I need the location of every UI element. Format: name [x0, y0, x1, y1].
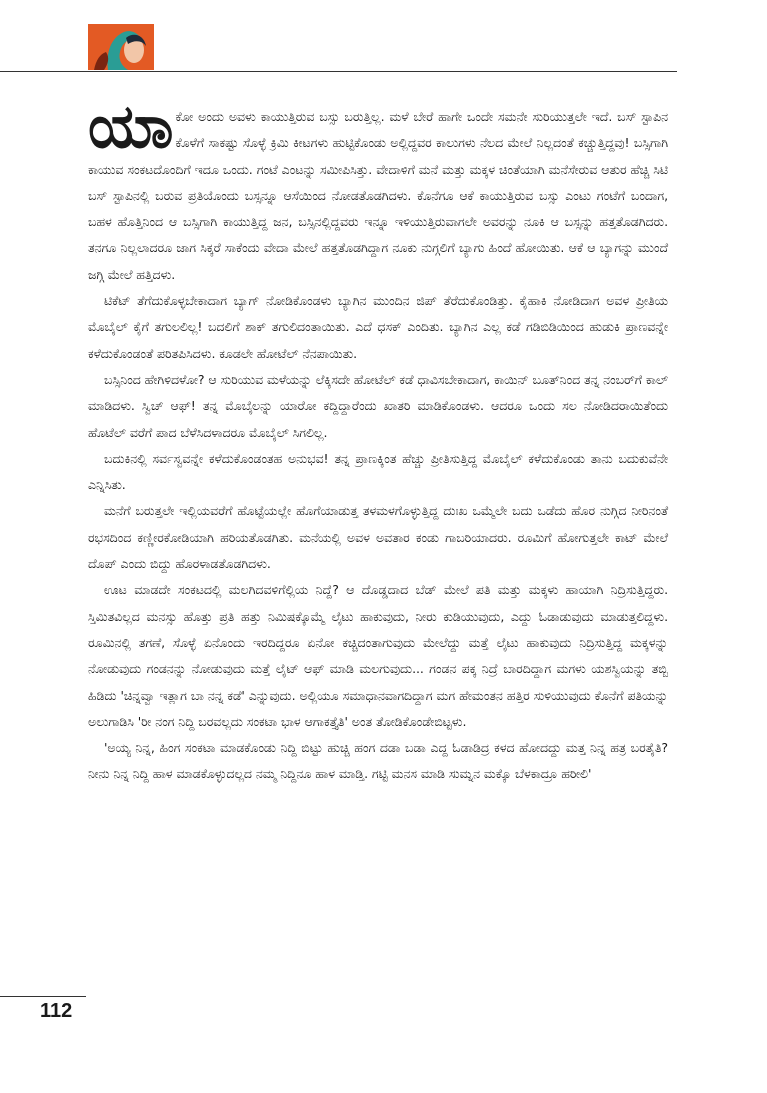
footer-rule: [0, 996, 86, 997]
article-body: [88, 92, 668, 788]
paragraph-5: ಮನೆಗೆ ಬರುತ್ತಲೇ ಇಲ್ಲಿಯವರೆಗೆ ಹೊಟ್ಟೆಯಲ್ಲೇ ಹೊಗೆಯಾಡುತ್ತ ತಳಮಳಗೊಳ್ಳುತ್ತಿದ್ದ ದುಃಖ ಒಮ್ಮೆಲೇ ಬದು ಒಡೆದು ಹೊರ ನುಗ್ಗಿದ ನೀರಿನಂತೆ ರಭಸದಿಂದ ಕಣ್ಣೀರಕೋಡಿಯಾಗಿ ಹರಿಯತೊಡಗಿತು. ಮನೆಯಲ್ಲಿ ಅವಳ ಅವತಾರ ಕಂಡು ಗಾಬರಿಯಾದರು. ರೂಮಿಗೆ ಹೋಗುತ್ತಲೇ ಕಾಟ್ ಮೇಲೆ ದೊಪ್ ಎಂದು ಬಿದ್ದು ಹೊರಳಾಡತೊಡಗಿದಳು.: [88, 503, 668, 572]
paragraph-3: ಬಸ್ಸಿನಿಂದ ಹೇಗಿಳಿದಳೋ? ಆ ಸುರಿಯುವ ಮಳೆಯನ್ನು ಲೆಕ್ಕಿಸದೇ ಹೋಟೆಲ್ ಕಡೆ ಧಾವಿಸಬೇಕಾದಾಗ, ಕಾಯಿನ್ ಬೂತ್‌ನಿಂದ ತನ್ನ ನಂಬರ್‌ಗೆ ಕಾಲ್ ಮಾಡಿದಳು. ಸ್ವಿಚ್ ಆಫ್! ತನ್ನ ಮೊಬೈಲನ್ನು ಯಾರೋ ಕದ್ದಿದ್ದಾರೆಂದು ಖಾತರಿ ಮಾಡಿಕೊಂಡಳು. ಆದರೂ ಒಂದು ಸಲ ನೋಡಿದರಾಯಿತೆಂದು ಹೊಟೆಲ್ ವರೆಗೆ ಪಾದ ಬೆಳೆಸಿದಳಾದರೂ ಮೊಬೈಲ್ ಸಿಗಲಿಲ್ಲ.: [88, 371, 668, 440]
paragraph-1-text: ಕೋ ಅಂದು ಅವಳು ಕಾಯುತ್ತಿರುವ ಬಸ್ಸು ಬರುತ್ತಿಲ್ಲ. ಮಳೆ ಬೇರೆ ಹಾಗೇ ಒಂದೇ ಸಮನೇ ಸುರಿಯುತ್ತಲೇ ಇದೆ. ಬಸ್ ಸ್ಟಾಪಿನ ಕೊಳೆಗೆ ಸಾಕಷ್ಟು ಸೊಳ್ಳೆ ಕ್ರಿಮಿ ಕೀಟಗಳು ಹುಟ್ಟಿಕೊಂಡು ಅಲ್ಲಿದ್ದವರ ಕಾಲುಗಳು ನೆಲದ ಮೇಲೆ ನಿಲ್ಲದಂತೆ ಕಚ್ಚುತ್ತಿದ್ದವು! ಬಸ್ಸಿಗಾಗಿ ಕಾಯುವ ಸಂಕಟದೊಂದಿಗೆ ಇದೂ ಒಂದು. ಗಂಟೆ ಎಂಟನ್ನು ಸಮೀಪಿಸಿತ್ತು. ವೇದಾಳಿಗೆ ಮನೆ ಮತ್ತು ಮಕ್ಕಳ ಚಿಂತೆಯಾಗಿ ಮನೆಸೇರುವ ಆತುರ ಹೆಚ್ಚಿ ಸಿಟಿ ಬಸ್ ಸ್ಟಾಪಿನಲ್ಲಿ ಬರುವ ಪ್ರತಿಯೊಂದು ಬಸ್ಸನ್ನೂ ಆಸೆಯಿಂದ ನೋಡತೊಡಗಿದಳು. ಕೊನೆಗೂ ಆಕೆ ಕಾಯುತ್ತಿರುವ ಬಸ್ಸು ಎಂಟು ಗಂಟೆಗೆ ಬಂದಾಗ, ಬಹಳ ಹೊತ್ತಿನಿಂದ ಆ ಬಸ್ಸಿಗಾಗಿ ಕಾಯುತ್ತಿದ್ದ ಜನ, ಬಸ್ಸಿನಲ್ಲಿದ್ದವರು ಇನ್ನೂ ಇಳಿಯುತ್ತಿರುವಾಗಲೇ ಅವರನ್ನು ನೂಕಿ ಆ ಬಸ್ಸನ್ನು ಹತ್ತತೊಡಗಿದರು. ತನಗೂ ನಿಲ್ಲಲಾದರೂ ಜಾಗ ಸಿಕ್ಕರೆ ಸಾಕೆಂದು ವೇದಾ ಮೇಲೆ ಹತ್ತತೊಡಗಿದ್ದಾಗ ನೂಕು ನುಗ್ಗಲಿಗೆ ಬ್ಯಾಗು ಹಿಂದೆ ಹೋಯಿತು. ಆಕೆ ಆ ಬ್ಯಾಗನ್ನು ಮುಂದೆ ಜಗ್ಗಿ ಮೇಲೆ ಹತ್ತಿದಳು.: [88, 109, 668, 282]
paragraph-6: ಊಟ ಮಾಡದೇ ಸಂಕಟದಲ್ಲಿ ಮಲಗಿದವಳಿಗೆಲ್ಲಿಯ ನಿದ್ದೆ? ಆ ದೊಡ್ಡದಾದ ಬೆಡ್ ಮೇಲೆ ಪತಿ ಮತ್ತು ಮಕ್ಕಳು ಹಾಯಾಗಿ ನಿದ್ರಿಸುತ್ತಿದ್ದರು. ಸ್ತಿಮಿತವಿಲ್ಲದ ಮನಸ್ಸು ಹೊತ್ತು ಪ್ರತಿ ಹತ್ತು ನಿಮಿಷಕ್ಕೊಮ್ಮೆ ಲೈಟು ಹಾಕುವುದು, ನೀರು ಕುಡಿಯುವುದು, ಎದ್ದು ಓಡಾಡುವುದು ಮಾಡುತ್ತಲಿದ್ದಳು. ರೂಮಿನಲ್ಲಿ ತಗಣೆ, ಸೊಳ್ಳೆ ಏನೊಂದು ಇರದಿದ್ದರೂ ಏನೋ ಕಚ್ಚಿದಂತಾಗುವುದು ಮೇಲೆದ್ದು ಮತ್ತೆ ಲೈಟು ಹಾಕುವುದು ನಿದ್ರಿಸುತ್ತಿದ್ದ ಮಕ್ಕಳನ್ನು ನೋಡುವುದು ಗಂಡನನ್ನು ನೋಡುವುದು ಮತ್ತೆ ಲೈಟ್ ಆಫ್ ಮಾಡಿ ಮಲಗುವುದು... ಗಂಡನ ಪಕ್ಕ ನಿದ್ರೆ ಬಾರದಿದ್ದಾಗ ಮಗಳು ಯಶಸ್ವಿಯನ್ನು ತಬ್ಬಿ ಹಿಡಿದು 'ಚಿನ್ನವ್ವಾ ಇತ್ಲಾಗ ಬಾ ನನ್ನ ಕಡೆ' ಎನ್ನುವುದು. ಅಲ್ಲಿಯೂ ಸಮಾಧಾನವಾಗದಿದ್ದಾಗ ಮಗ ಹೇಮಂತನ ಹತ್ತಿರ ಸುಳಿಯುವುದು ಕೊನೆಗೆ ಪತಿಯನ್ನು ಅಲುಗಾಡಿಸಿ 'ರೀ ನಂಗ ನಿದ್ದಿ ಬರವಲ್ಲದು ಸಂಕಟಾ ಭಾಳ ಆಗಾಕತ್ತೈತಿ' ಅಂತ ತೋಡಿಕೊಂಡೇಬಿಟ್ಟಳು.: [88, 582, 668, 729]
drop-cap: ಯಾ: [88, 92, 172, 162]
paragraph-1: [88, 92, 668, 288]
magazine-logo: [88, 24, 154, 70]
header-rule: [0, 71, 677, 72]
paragraph-2: ಟಿಕೆಟ್ ತೆಗೆದುಕೊಳ್ಳಬೇಕಾದಾಗ ಬ್ಯಾಗ್ ನೋಡಿಕೊಂಡಳು ಬ್ಯಾಗಿನ ಮುಂದಿನ ಜಿಪ್ ತೆರೆದುಕೊಂಡಿತ್ತು. ಕೈಹಾಕಿ ನೋಡಿದಾಗ ಅವಳ ಪ್ರೀತಿಯ ಮೊಬೈಲ್ ಕೈಗೆ ತಗುಲಲಿಲ್ಲ! ಬದಲಿಗೆ ಶಾಕ್ ತಗುಲಿದಂತಾಯಿತು. ಎದೆ ಧಸಕ್ ಎಂದಿತು. ಬ್ಯಾಗಿನ ಎಲ್ಲ ಕಡೆ ಗಡಿಬಿಡಿಯಿಂದ ಹುಡುಕಿ ಪ್ರಾಣವನ್ನೇ ಕಳೆದುಕೊಂಡಂತೆ ಪರಿತಪಿಸಿದಳು. ಕೂಡಲೇ ಹೋಟೆಲ್ ನೆನಪಾಯಿತು.: [88, 293, 668, 361]
paragraph-4: ಬದುಕಿನಲ್ಲಿ ಸರ್ವಸ್ವವನ್ನೇ ಕಳೆದುಕೊಂಡಂತಹ ಅನುಭವ! ತನ್ನ ಪ್ರಾಣಕ್ಕಿಂತ ಹೆಚ್ಚು ಪ್ರೀತಿಸುತ್ತಿದ್ದ ಮೊಬೈಲ್ ಕಳೆದುಕೊಂಡು ತಾನು ಬದುಕುವೆನೇ ಎನ್ನಿಸಿತು.: [88, 450, 668, 493]
paragraph-7: 'ಅಯ್ಯ ನಿನ್ನ, ಹಿಂಗ ಸಂಕಟಾ ಮಾಡಕೊಂಡು ನಿದ್ದಿ ಬಿಟ್ಟು ಹುಚ್ಚಿ ಹಂಗ ದಡಾ ಬಡಾ ಎದ್ದ ಓಡಾಡಿದ್ರ ಕಳದ ಹೋದದ್ದು ಮತ್ತ ನಿನ್ನ ಹತ್ರ ಬರತೈತಿ? ನೀನು ನಿನ್ನ ನಿದ್ದಿ ಹಾಳ ಮಾಡಕೊಳ್ಳುದಲ್ಲದ ನಮ್ಮ ನಿದ್ದಿನೂ ಹಾಳ ಮಾಡ್ತಿ. ಗಟ್ಟಿ ಮನಸ ಮಾಡಿ ಸುಮ್ನನ ಮಕ್ಕೊ ಬೆಳಕಾದ್ರೂ ಹರೀಲಿ': [88, 740, 668, 782]
page-number: 112: [40, 1000, 73, 1022]
